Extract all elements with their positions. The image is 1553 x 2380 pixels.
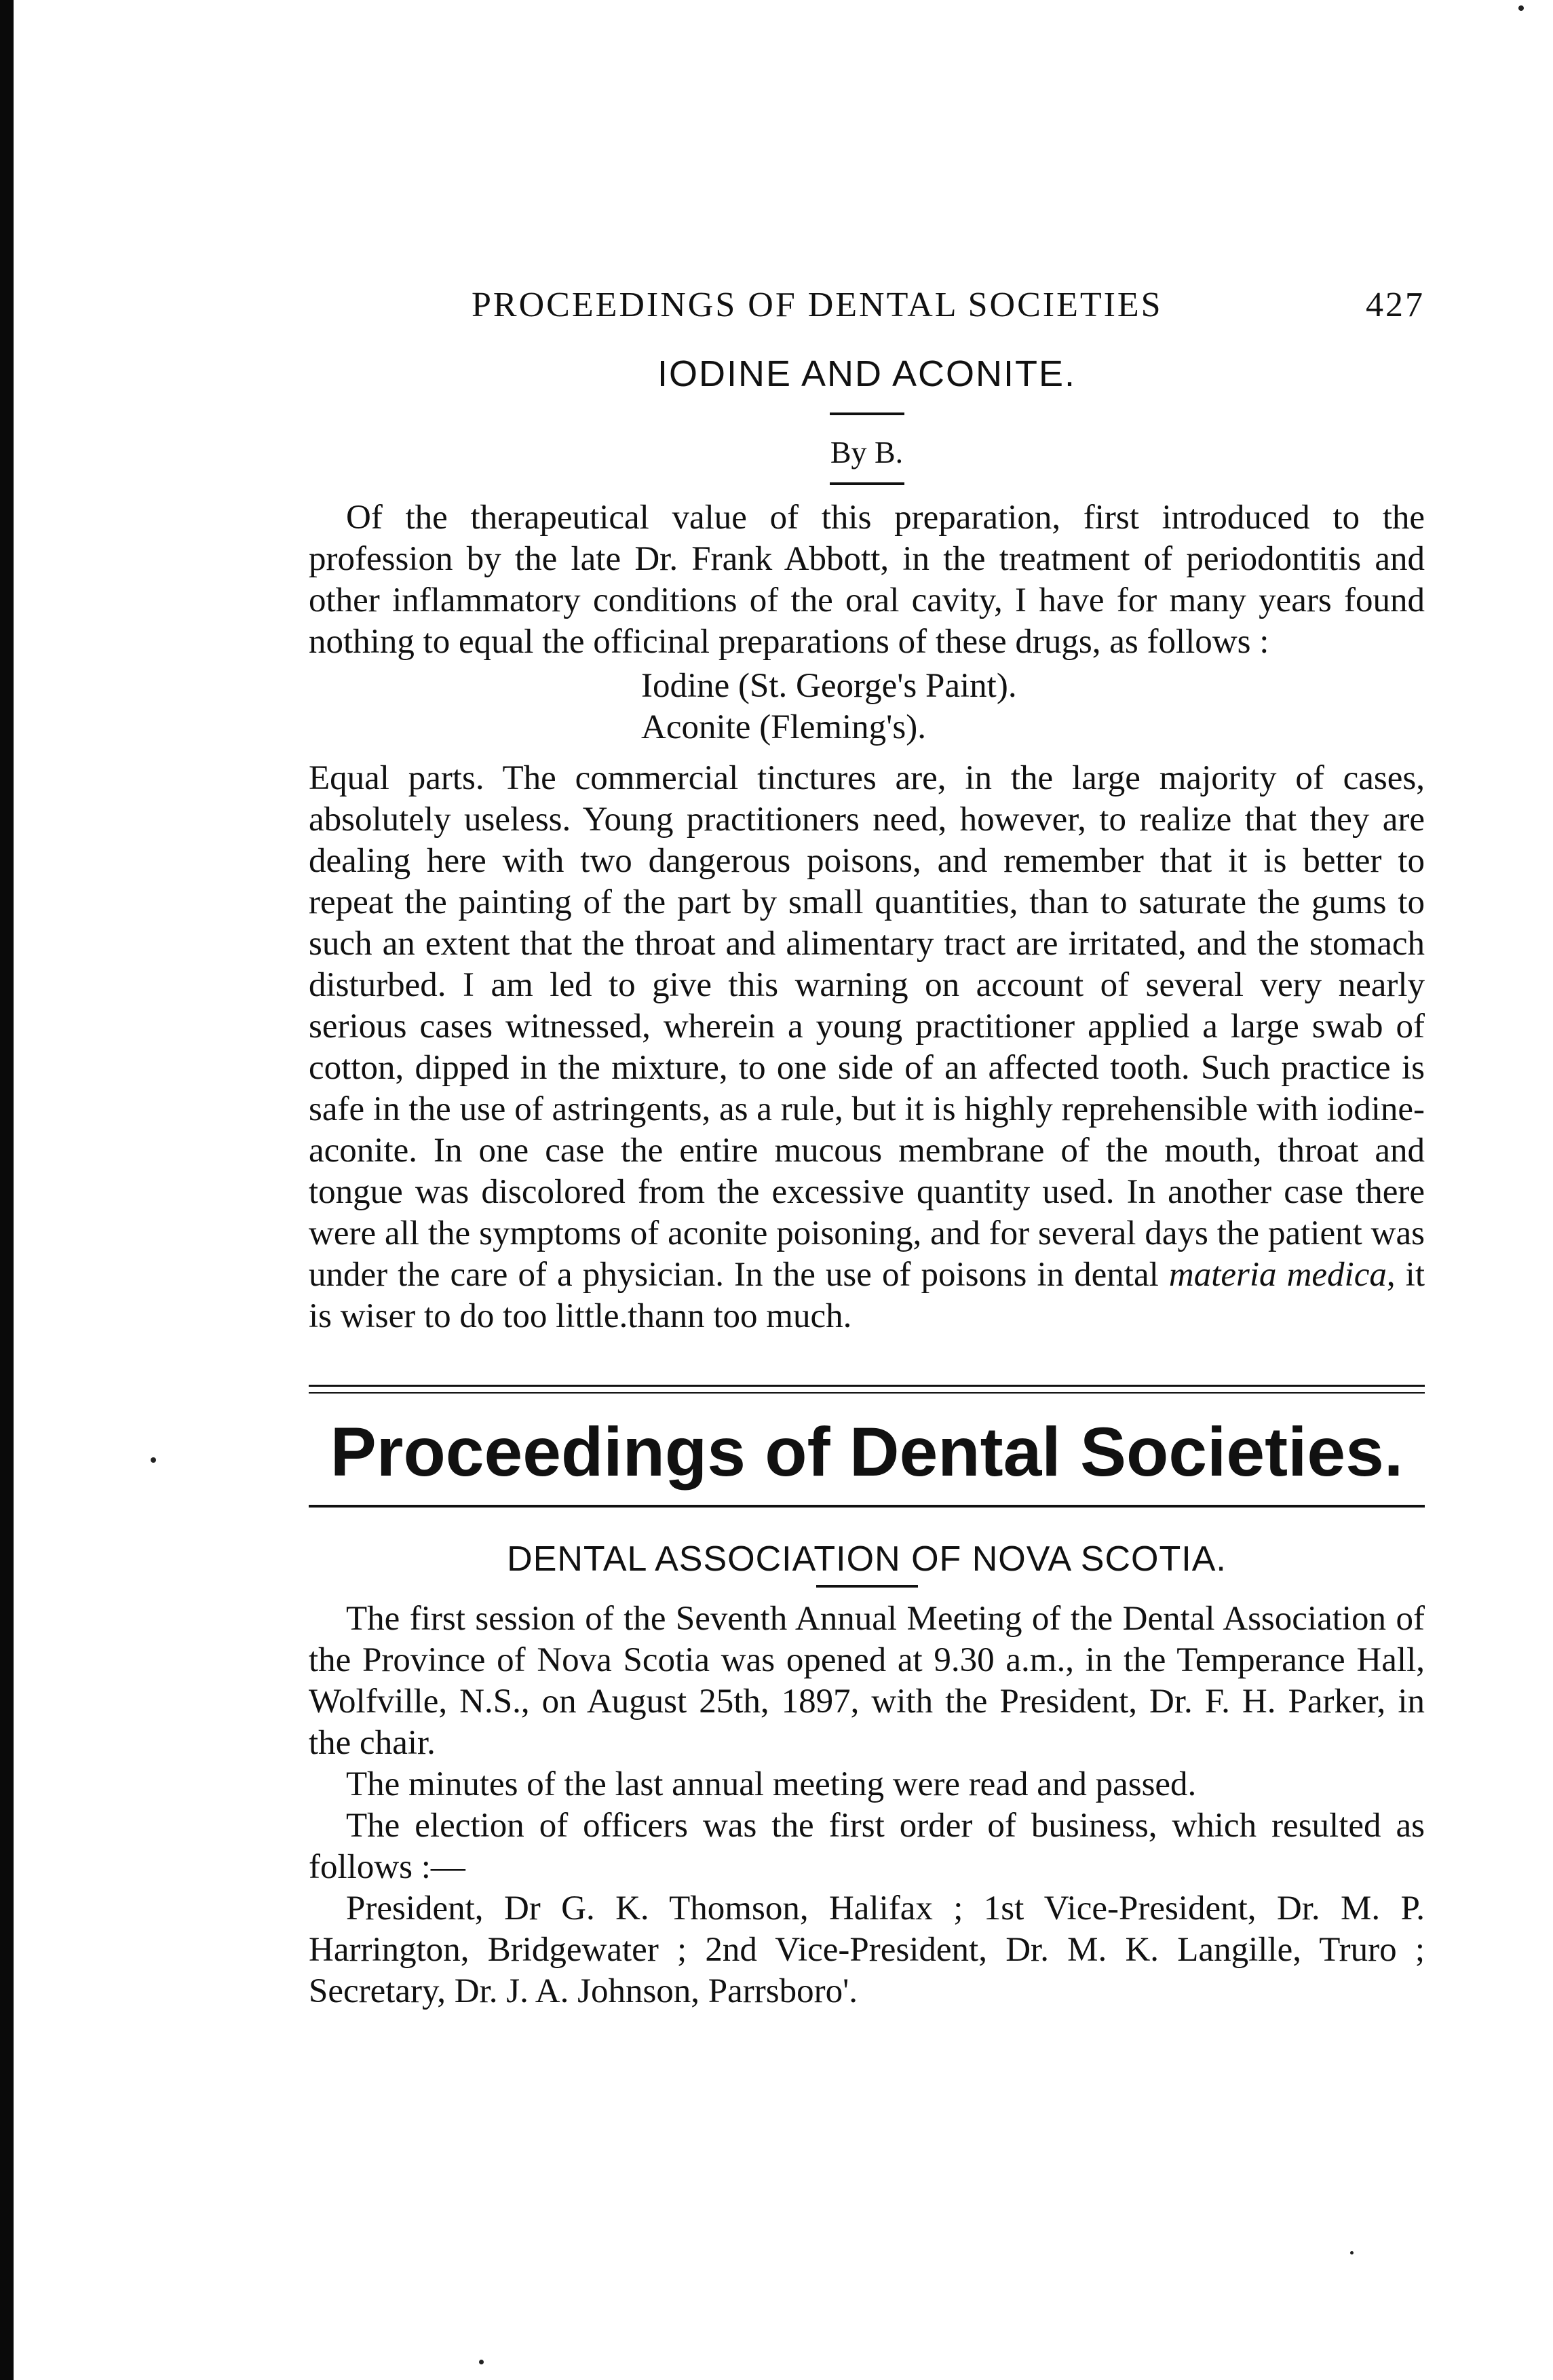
article-title: IODINE AND ACONITE. — [657, 353, 1077, 394]
recipe-block — [309, 666, 1425, 748]
recipe-line: Aconite (Fleming's). — [641, 708, 926, 746]
scan-binding-edge — [0, 0, 14, 2380]
society-paragraph: President, Dr G. K. Thomson, Halifax ; 1st Vice-President, Dr. M. P. Harrington, Bridgewater ; 2nd Vice-President, Dr. M. K. Langille, Truro ; Secretary, Dr. J. A. Johnson, Parrsboro'. — [309, 1889, 1425, 2010]
scan-speck — [1350, 2251, 1354, 2254]
section-rule — [309, 1505, 1425, 1508]
title-rule — [830, 412, 904, 415]
italic-term: materia medica — [1168, 1256, 1387, 1294]
paragraph-text: , it is wiser to do too little.thann too much. — [309, 1256, 1425, 1335]
article-paragraph — [309, 758, 1425, 1337]
running-head-title: PROCEEDINGS OF DENTAL SOCIETIES — [472, 286, 1163, 324]
page-number: 427 — [1366, 286, 1425, 324]
running-head — [309, 271, 1425, 326]
recipe-line: Iodine (St. George's Paint). — [641, 667, 1017, 705]
byline-rule — [830, 482, 904, 485]
society-paragraph: The minutes of the last annual meeting were read and passed. — [346, 1765, 1197, 1803]
scan-speck — [1518, 5, 1524, 11]
scan-speck — [479, 2360, 484, 2364]
page-content — [309, 271, 1425, 2012]
article-paragraph: Of the therapeutical value of this preparation, first introduced to the profession by the late Dr. Frank Abbott, in the treatment of periodontitis and other inflammatory conditions of the oral cavity, I have for many years found nothing to equal the officinal preparations of these drugs, as follows : — [309, 499, 1425, 661]
society-paragraph: The first session of the Seventh Annual Meeting of the Dental Association of the Province of Nova Scotia was opened at 9.30 a.m., in the Temperance Hall, Wolfville, N.S., on August 25th, 1897, with the President, Dr. F. H. Parker, in the chair. — [309, 1600, 1425, 1762]
article-byline: By B. — [830, 435, 904, 469]
society-rule — [816, 1585, 918, 1588]
section-title: Proceedings of Dental Societies. — [330, 1413, 1404, 1491]
society-paragraph: The election of officers was the first order of business, which resulted as follows :— — [309, 1807, 1425, 1886]
section-divider — [309, 1385, 1425, 1394]
society-title: DENTAL ASSOCIATION OF NOVA SCOTIA. — [507, 1539, 1227, 1579]
scan-speck — [151, 1457, 156, 1463]
paragraph-text: Equal parts. The commercial tinctures are, in the large majority of cases, absolutely useless. Young practitioners need, however, to realize that they are dealing here with two dangerous poisons, and remember that it is better to repeat the painting of the part by small quantities, than to saturate the gums to such an extent that the throat and alimentary tract are irritated, and the stomach disturbed. I am led to give this warning on account of several very nearly serious cases witnessed, wherein a young practitioner applied a large swab of cotton, dipped in the mixture, to one side of an affected tooth. Such practice is safe in the use of astringents, as a rule, but it is highly reprehensible with iodine-aconite. In one case the entire mucous membrane of the mouth, throat and tongue was discolored from the excessive quantity used. In another case there were all the symptoms of aconite poisoning, and for several days the patient was under the care of a physician. In the use of poisons in dental — [309, 759, 1425, 1294]
